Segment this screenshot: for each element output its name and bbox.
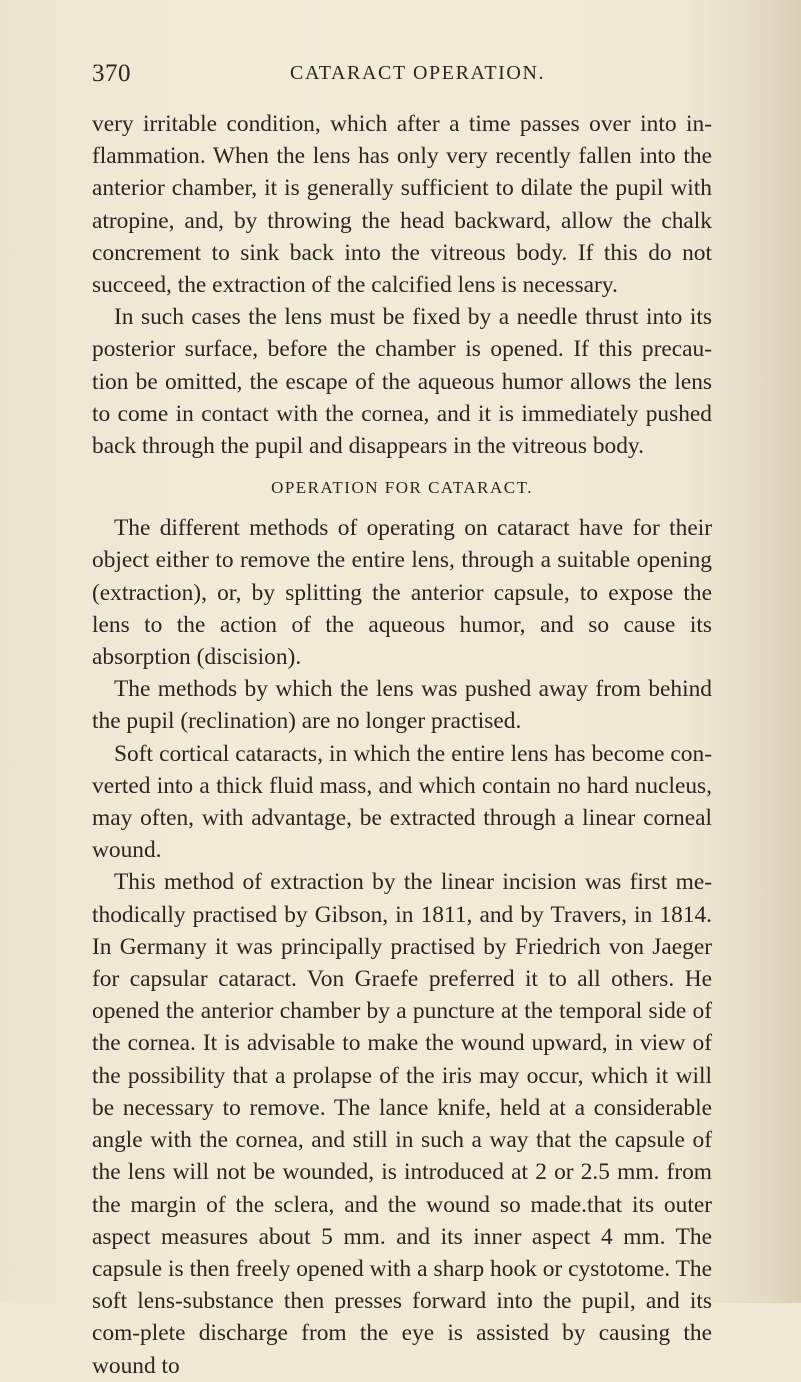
page-number: 370 <box>92 60 131 87</box>
body-paragraph: The different methods of operating on cataract have for their object either to remove the entire lens, through a suitable opening (extraction), or, by splitting the anterior capsule, to expose the lens to the action of the aqueous humor, and so cause its absorption (discision). <box>92 515 712 671</box>
page-header <box>92 60 712 90</box>
body-paragraph: The methods by which the lens was pushed away from behind the pupil (reclination) are no longer practised. <box>92 676 712 735</box>
body-paragraph: Soft cortical cataracts, in which the entire lens has become con-verted into a thick fluid mass, and which contain no hard nucleus, may often, with advantage, be extracted through a linear corneal wound. <box>92 740 712 864</box>
page-body <box>92 108 712 1382</box>
body-paragraph: In such cases the lens must be fixed by a needle thrust into its posterior surface, before the chamber is opened. If this precau-tion be omitted, the escape of the aqueous humor allows the lens to come in contact with the cornea, and it is immediately pushed back through the pupil and disappears in the vitreous body. <box>92 304 712 460</box>
body-paragraph: very irritable condition, which after a time passes over into in-flammation. When the lens has only very recently fallen into the anterior chamber, it is generally sufficient to dilate the pupil with atropine, and, by throwing the head backward, allow the chalk concrement to sink back into the vitreous body. If this do not succeed, the extraction of the calcified lens is necessary. <box>92 111 712 299</box>
section-heading: OPERATION FOR CATARACT. <box>271 478 533 498</box>
running-head: CATARACT OPERATION. <box>290 62 546 84</box>
body-paragraph: This method of extraction by the linear incision was first me-thodically practised by Gibson, in 1811, and by Travers, in 1814. In Germany it was principally practised by Friedrich von Jaeger for capsular cataract. Von Graefe preferred it to all others. He opened the anterior chamber by a puncture at the temporal side of the cornea. It is advisable to make the wound upward, in view of the possibility that a prolapse of the iris may occur, which it will be necessary to remove. The lance knife, held at a considerable angle with the cornea, and still in such a way that the capsule of the lens will not be wounded, is introduced at 2 or 2.5 mm. from the margin of the sclera, and the wound so made.that its outer aspect measures about 5 mm. and its inner aspect 4 mm. The capsule is then freely opened with a sharp hook or cystotome. The soft lens-substance then presses forward into the pupil, and its com-plete discharge from the eye is assisted by causing the wound to <box>92 869 712 1379</box>
